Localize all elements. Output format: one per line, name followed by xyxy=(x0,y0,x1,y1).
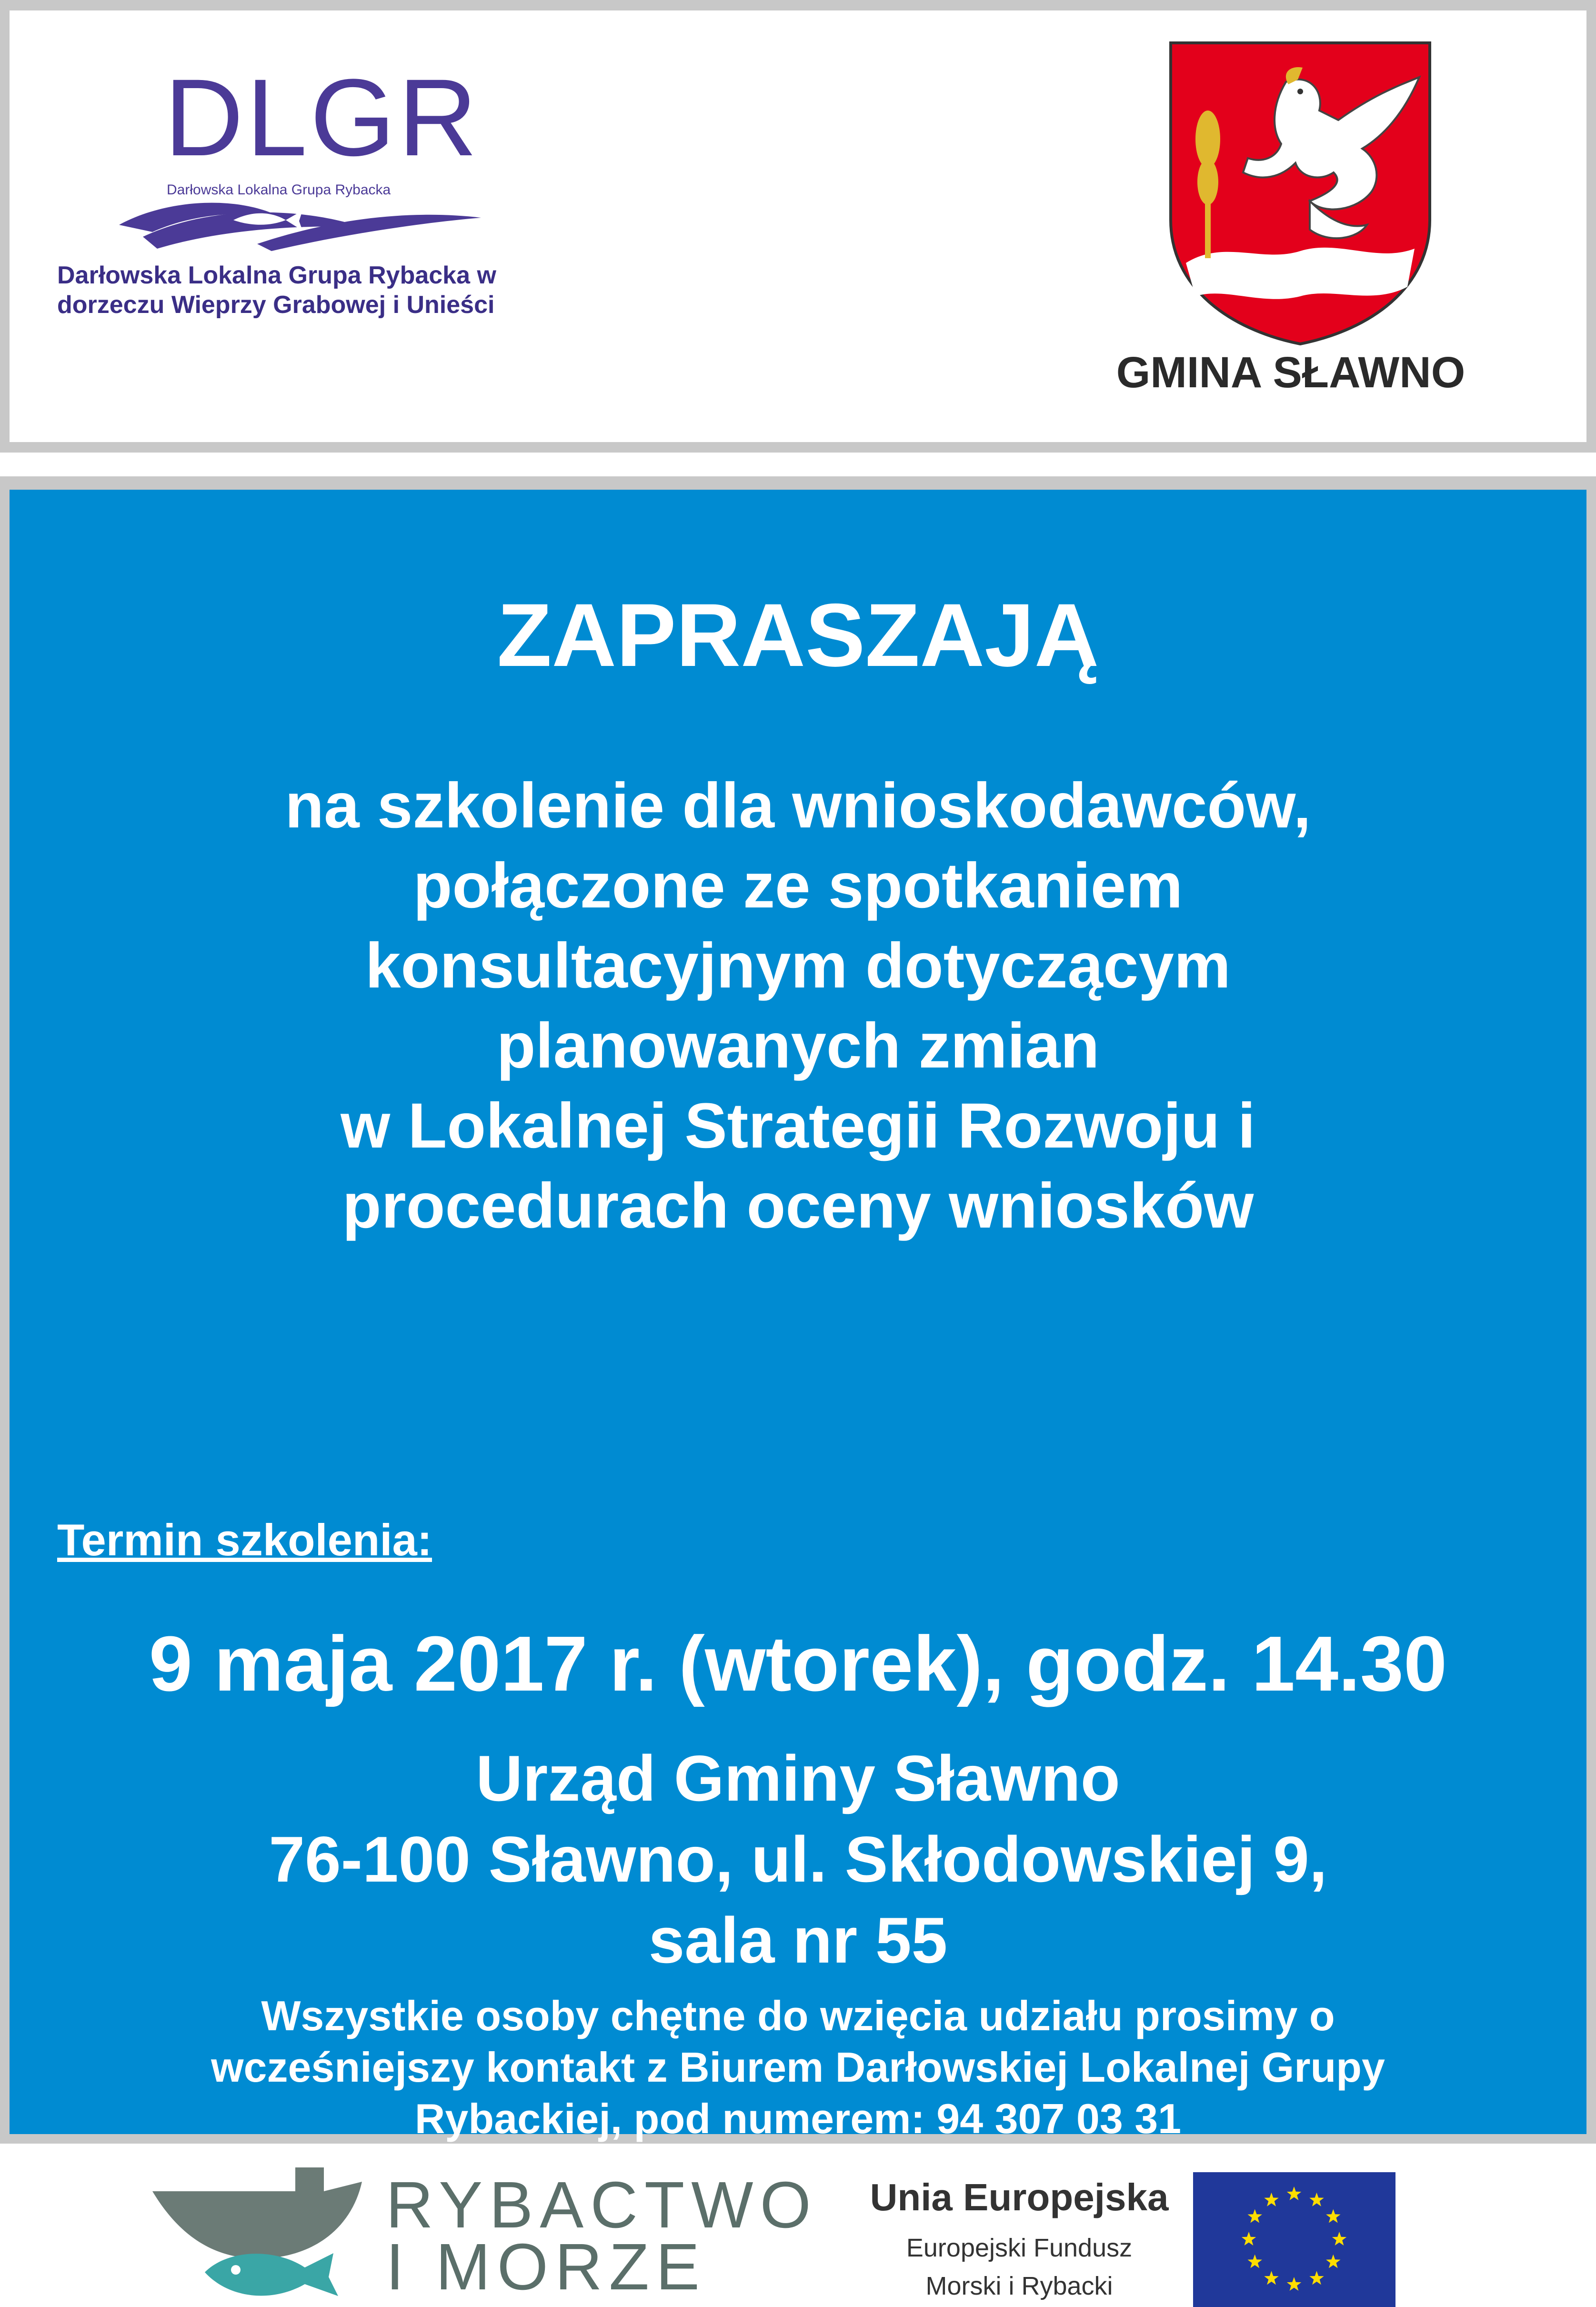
invitation-panel xyxy=(10,490,1586,2142)
dlgr-logo xyxy=(114,56,486,253)
rybactwo-logo-line-1: RYBACTWO xyxy=(386,2168,818,2242)
note-line-2: wcześniejszy kontakt z Biurem Darłowskiej Lokalnej Grupy xyxy=(211,2044,1385,2091)
invitation-heading: ZAPRASZAJĄ xyxy=(497,585,1099,685)
description-line-3: konsultacyjnym dotyczącym xyxy=(365,930,1231,1001)
venue-line-3: sala nr 55 xyxy=(648,1904,948,1976)
description-line-1: na szkolenie dla wnioskodawców, xyxy=(285,770,1311,841)
griffin-coat-of-arms-icon xyxy=(1167,39,1434,349)
eu-flag-icon xyxy=(1193,2172,1395,2307)
description-line-5: w Lokalnej Strategii Rozwoju i xyxy=(341,1090,1255,1161)
gmina-name: GMINA SŁAWNO xyxy=(1116,348,1466,397)
venue-line-2: 76-100 Sławno, ul. Skłodowskiej 9, xyxy=(269,1823,1327,1895)
eu-subtitle-line-2: Morski i Rybacki xyxy=(925,2272,1113,2300)
rybactwo-logo-line-2: I MORZE xyxy=(386,2230,706,2304)
contact-note xyxy=(10,1990,1586,2145)
training-date: 9 maja 2017 r. (wtorek), godz. 14.30 xyxy=(149,1620,1447,1707)
header-inner xyxy=(10,10,1586,442)
eu-subtitle-line-1: Europejski Fundusz xyxy=(906,2234,1133,2262)
dlgr-logo-tagline: Darłowska Lokalna Grupa Rybacka xyxy=(167,182,391,198)
note-line-1: Wszystkie osoby chętne do wzięcia udziału prosimy o xyxy=(261,1992,1335,2039)
description-line-6: procedurach oceny wniosków xyxy=(342,1170,1254,1241)
org-name-line-2: dorzeczu Wieprzy Grabowej i Unieści xyxy=(57,291,495,319)
eu-title: Unia Europejska xyxy=(870,2176,1169,2218)
header-panel xyxy=(0,0,1596,453)
eu-fund-text xyxy=(848,2175,1191,2305)
invitation-description xyxy=(10,766,1586,1246)
venue-address xyxy=(10,1738,1586,1981)
main-panel xyxy=(0,476,1596,2144)
note-line-3: Rybackiej, pod numerem: 94 307 03 31 xyxy=(414,2095,1182,2142)
description-line-4: planowanych zmian xyxy=(496,1010,1100,1081)
fish-wave-icon xyxy=(114,191,486,253)
org-name-line-1: Darłowska Lokalna Grupa Rybacka w xyxy=(57,262,496,289)
term-label: Termin szkolenia: xyxy=(57,1515,432,1565)
org-name xyxy=(57,261,581,320)
boat-fish-icon xyxy=(152,2163,376,2301)
dlgr-logo-letters: DLGR xyxy=(164,56,481,179)
rybactwo-i-morze-logo xyxy=(152,2163,818,2304)
venue-line-1: Urząd Gminy Sławno xyxy=(476,1742,1120,1814)
description-line-2: połączone ze spotkaniem xyxy=(413,850,1183,921)
